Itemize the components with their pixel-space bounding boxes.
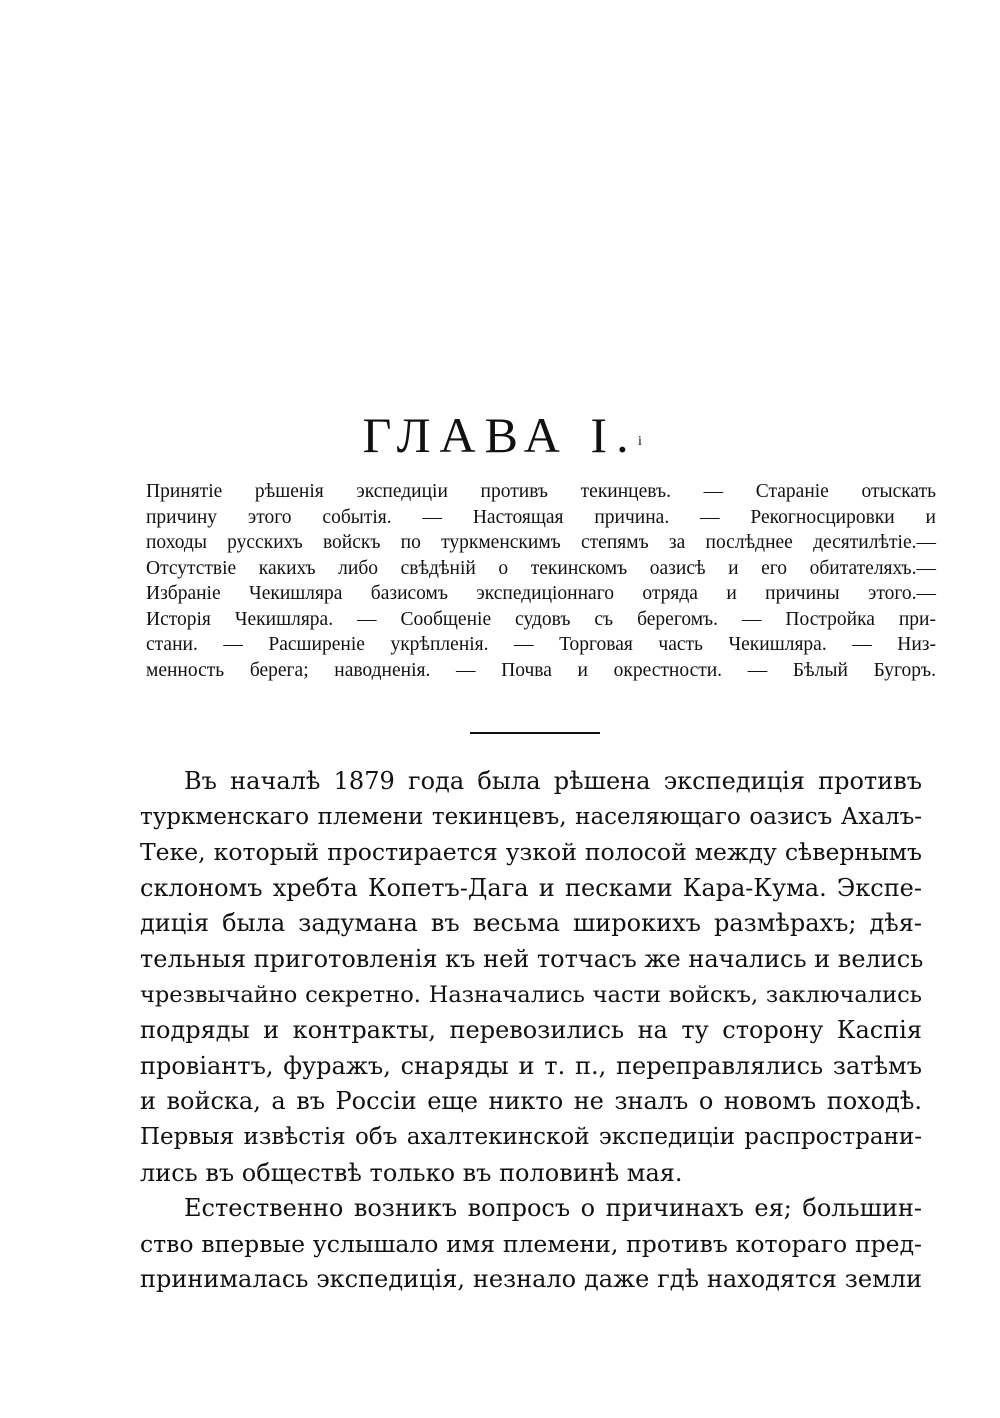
summary-line: Избраніе Чекишляра базисомъ экспедиціоннаго отряда и причины этого.— xyxy=(146,583,936,604)
section-divider xyxy=(470,732,600,734)
body-line: и войска, а въ Россіи еще никто не зналъ о новомъ походѣ. xyxy=(140,1087,922,1116)
summary-line: причину этого событія. — Настоящая причина. — Рекогносцировки и xyxy=(146,506,936,528)
body-line: лись въ обществѣ только въ половинѣ мая. xyxy=(140,1158,683,1187)
body-line: склономъ хребта Копетъ-Дага и песками Кара-Кума. Экспе- xyxy=(140,873,922,902)
body-line: чрезвычайно секретно. Назначались части войскъ, заключались xyxy=(140,981,922,1008)
summary-line: менность берега; наводненія. — Почва и окрестности. — Бѣлый Бугоръ. xyxy=(146,659,936,681)
body-line: Естественно возникъ вопросъ о причинахъ ея; большин- xyxy=(184,1194,922,1223)
chapter-title: ГЛАВА I. xyxy=(362,406,638,463)
summary-line: походы русскихъ войскъ по туркменскимъ степямъ за послѣднее десятилѣтіе.— xyxy=(146,532,936,553)
body-line: принималась экспедиція, незнало даже гдѣ находятся земли xyxy=(140,1265,922,1294)
body-line: диція была задумана въ весьма широкихъ размѣрахъ; дѣя- xyxy=(140,909,922,938)
body-line: Теке, который простирается узкой полосой между сѣвернымъ xyxy=(140,838,922,867)
chapter-summary xyxy=(146,479,936,683)
summary-line: Отсутствіе какихъ либо свѣдѣній о текинскомъ оазисѣ и его обитателяхъ.— xyxy=(146,557,936,579)
print-mark: i xyxy=(638,434,642,449)
body-line: Въ началѣ 1879 года была рѣшена экспедиція противъ xyxy=(184,767,922,795)
body-line: туркменскаго племени текинцевъ, населяющаго оазисъ Ахалъ- xyxy=(140,803,922,830)
summary-line: Исторія Чекишляра. — Сообщеніе судовъ съ берегомъ. — Постройка при- xyxy=(146,608,936,630)
body-text xyxy=(140,764,922,1298)
summary-line: стани. — Расширеніе укрѣпленія. — Торговая часть Чекишляра. — Низ- xyxy=(146,634,936,655)
body-line: провіантъ, фуражъ, снаряды и т. п., переправлялись затѣмъ xyxy=(140,1051,922,1080)
summary-line: Принятіе рѣшенія экспедиціи противъ текинцевъ. — Стараніе отыскать xyxy=(146,481,936,502)
body-line: подряды и контракты, перевозились на ту сторону Каспія xyxy=(140,1016,922,1045)
body-line: ство впервые услышало имя племени, противъ котораго пред- xyxy=(140,1229,922,1258)
body-line: тельныя приготовленія къ ней тотчасъ же начались и велись xyxy=(140,944,924,973)
body-line: Первыя извѣстія объ ахалтекинской экспедиціи распространи- xyxy=(140,1123,922,1150)
